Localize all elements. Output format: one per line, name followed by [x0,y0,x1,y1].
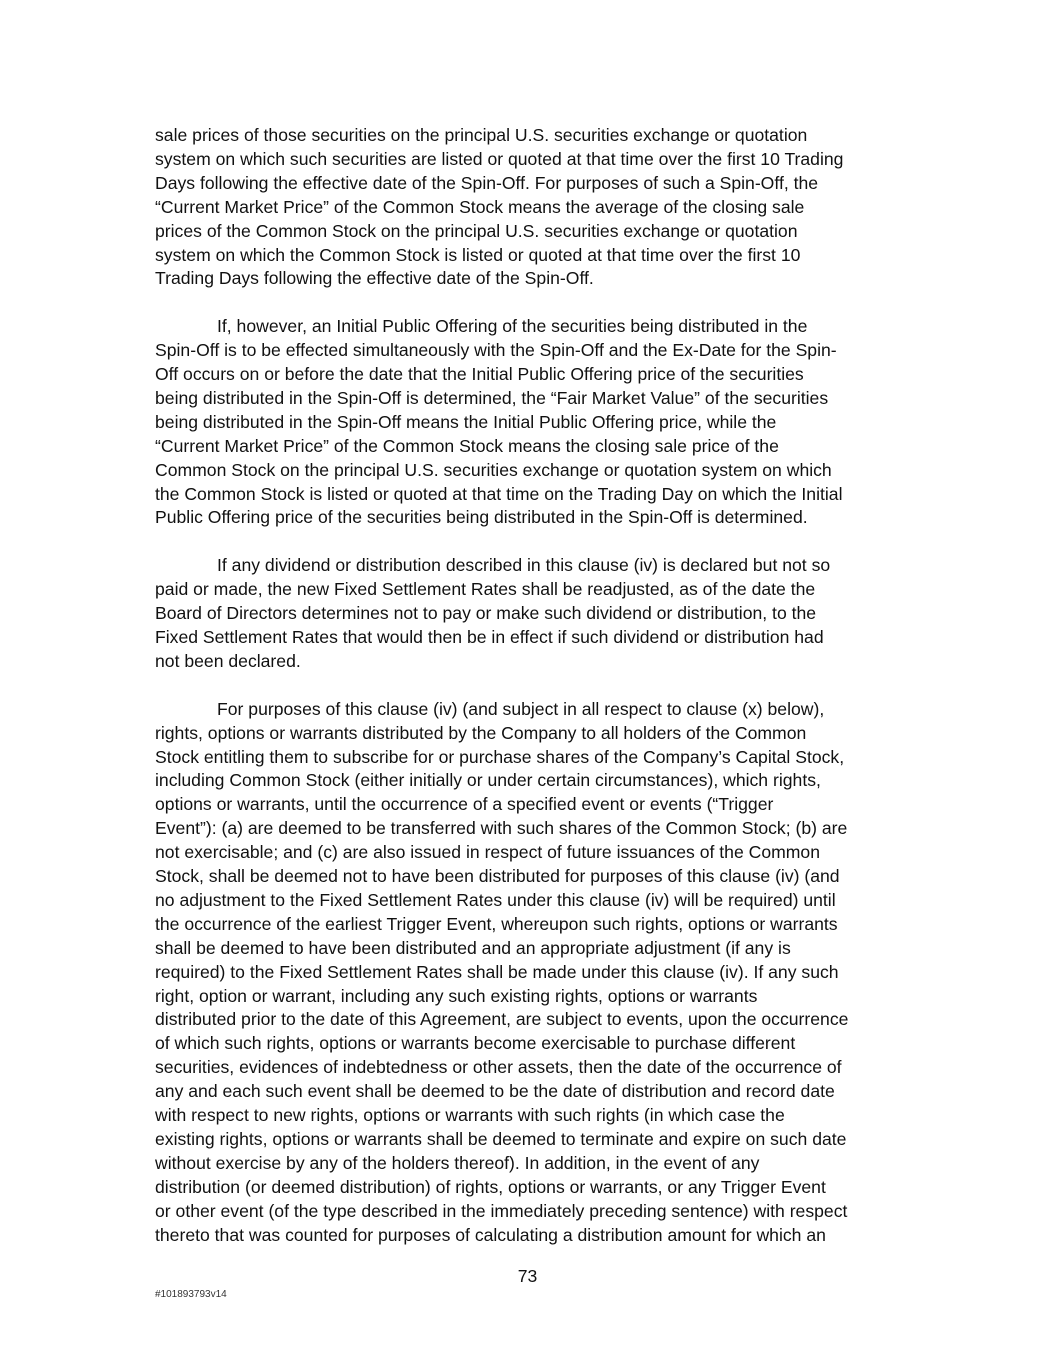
paragraph-spin-off-continuation: sale prices of those securities on the principal U.S. securities exchange or quotation system on which such securities are listed or quoted at that time over the first 10 Trading Days following the effective date of the Spin-Off. For purposes of such a Spin-Off, the “Current Market Price” of the Common Stock means the average of the closing sale prices of the Common Stock on the principal U.S. securities exchange or quotation system on which the Common Stock is listed or quoted at that time over the first 10 Trading Days following the effective date of the Spin-Off. [155,125,844,289]
document-body [155,124,903,1271]
paragraph-rights-options-warrants: For purposes of this clause (iv) (and subject in all respect to clause (x) below), rights, options or warrants distributed by the Company to all holders of the Common Stock entitling them to subscribe for or purchase shares of the Company’s Capital Stock, including Common Stock (either initially or under certain circumstances), which rights, options or warrants, until the occurrence of a specified event or events (“Trigger Event”): (a) are deemed to be transferred with such shares of the Common Stock; (b) are not exercisable; and (c) are also issued in respect of future issuances of the Common Stock, shall be deemed not to have been distributed for purposes of this clause (iv) (and no adjustment to the Fixed Settlement Rates under this clause (iv) will be required) until the occurrence of the earliest Trigger Event, whereupon such rights, options or warrants shall be deemed to have been distributed and an appropriate adjustment (if any is required) to the Fixed Settlement Rates shall be made under this clause (iv). If any such right, option or warrant, including any such existing rights, options or warrants distributed prior to the date of this Agreement, are subject to events, upon the occurrence of which such rights, options or warrants become exercisable to purchase different securities, evidences of indebtedness or other assets, then the date of the occurrence of any and each such event shall be deemed to be the date of distribution and record date with respect to new rights, options or warrants with such rights (in which case the existing rights, options or warrants shall be deemed to terminate and expire on such date without exercise by any of the holders thereof). In addition, in the event of any distribution (or deemed distribution) of rights, options or warrants, or any Trigger Event or other event (of the type described in the immediately preceding sentence) with respect thereto that was counted for purposes of calculating a distribution amount for which an [155,698,849,1245]
page-number: 73 [517,1266,538,1286]
paragraph-dividend-readjustment: If any dividend or distribution described in this clause (iv) is declared but not so paid or made, the new Fixed Settlement Rates shall be readjusted, as of the date the Board of Directors determines not to pay or make such dividend or distribution, to the Fixed Settlement Rates that would then be in effect if such dividend or distribution had not been declared. [155,555,831,671]
document-id-footer: #101893793v14 [155,1289,227,1300]
paragraph-initial-public-offering: If, however, an Initial Public Offering of the securities being distributed in the Spin-Off is to be effected simultaneously with the Spin-Off and the Ex-Date for the Spin- Off occurs on or before the date that the Initial Public Offering price of the securities being distributed in the Spin-Off is determined, the “Fair Market Value” of the securities being distributed in the Spin-Off means the Initial Public Offering price, while the “Current Market Price” of the Common Stock means the closing sale price of the Common Stock on the principal U.S. securities exchange or quotation system on which the Common Stock is listed or quoted at that time on the Trading Day on which the Initial Public Offering price of the securities being distributed in the Spin-Off is determined. [155,316,843,528]
